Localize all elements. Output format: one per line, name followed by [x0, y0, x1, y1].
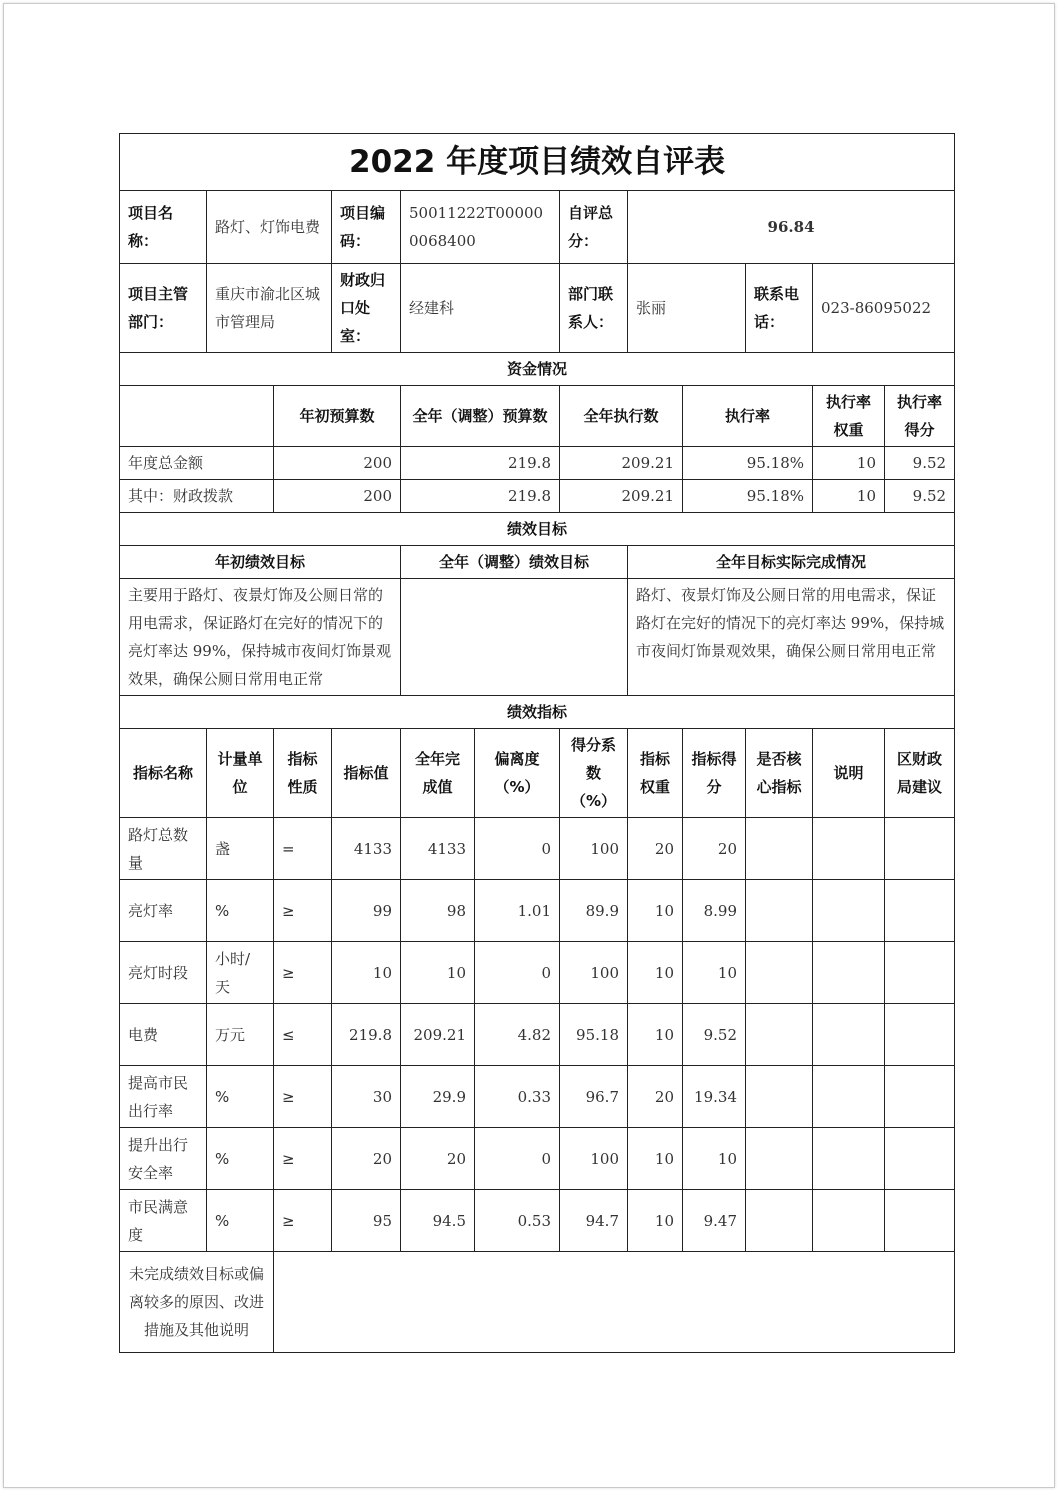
ind-deviation: 1.01: [475, 880, 560, 942]
ind-core: [746, 1066, 813, 1128]
phone-value: 023-86095022: [813, 264, 955, 353]
ind-header-core: 是否核心指标: [746, 729, 813, 818]
ind-deviation: 0.53: [475, 1190, 560, 1252]
ind-score: 20: [683, 818, 746, 880]
ind-nature: ≥: [274, 1190, 332, 1252]
ind-target: 99: [332, 880, 401, 942]
ind-actual: 94.5: [401, 1190, 475, 1252]
ind-header-name: 指标名称: [120, 729, 207, 818]
ind-name: 市民满意度: [120, 1190, 207, 1252]
ind-header-advice: 区财政局建议: [885, 729, 955, 818]
ind-nature: ≥: [274, 1128, 332, 1190]
indicators-section-title: 绩效指标: [120, 696, 955, 729]
funds-row: [120, 480, 955, 513]
ind-actual: 29.9: [401, 1066, 475, 1128]
ind-coef: 89.9: [560, 880, 628, 942]
ind-coef: 100: [560, 1128, 628, 1190]
ind-unit: 小时/天: [207, 942, 274, 1004]
funds-header-executed: 全年执行数: [560, 386, 683, 447]
ind-actual: 10: [401, 942, 475, 1004]
goals-section-title: 绩效目标: [120, 513, 955, 546]
indicator-row: [120, 818, 955, 880]
ind-nature: ≥: [274, 880, 332, 942]
self-score-value: 96.84: [628, 191, 955, 264]
ind-actual: 20: [401, 1128, 475, 1190]
dept-label: 项目主管部门：: [120, 264, 207, 353]
ind-header-actual: 全年完成值: [401, 729, 475, 818]
funds-header-rate: 执行率: [683, 386, 813, 447]
ind-note: [813, 1128, 885, 1190]
funds-header-score: 执行率得分: [885, 386, 955, 447]
contact-person-label: 部门联系人：: [560, 264, 628, 353]
ind-deviation: 0: [475, 1128, 560, 1190]
project-code-value: 50011222T000000068400: [401, 191, 560, 264]
dept-value: 重庆市渝北区城市管理局: [207, 264, 332, 353]
funds-row-executed: 209.21: [560, 447, 683, 480]
funds-header-adjusted: 全年（调整）预算数: [401, 386, 560, 447]
phone-label: 联系电话：: [746, 264, 813, 353]
funds-row-score: 9.52: [885, 480, 955, 513]
ind-nature: ≤: [274, 1004, 332, 1066]
goals-header-adjusted: 全年（调整）绩效目标: [401, 546, 628, 579]
ind-header-deviation: 偏离度（%）: [475, 729, 560, 818]
ind-advice: [885, 1128, 955, 1190]
ind-note: [813, 1190, 885, 1252]
ind-deviation: 0: [475, 942, 560, 1004]
funds-row-adjusted: 219.8: [401, 447, 560, 480]
funds-row-rate: 95.18%: [683, 480, 813, 513]
ind-score: 9.47: [683, 1190, 746, 1252]
ind-name: 电费: [120, 1004, 207, 1066]
goals-initial-text: 主要用于路灯、夜景灯饰及公厕日常的用电需求，保证路灯在完好的情况下的亮灯率达 99%，保持城市夜间灯饰景观效果，确保公厕日常用电正常: [120, 579, 401, 696]
ind-coef: 94.7: [560, 1190, 628, 1252]
ind-score: 19.34: [683, 1066, 746, 1128]
funds-row-budget: 200: [274, 480, 401, 513]
funds-row-budget: 200: [274, 447, 401, 480]
ind-target: 219.8: [332, 1004, 401, 1066]
ind-score: 10: [683, 942, 746, 1004]
ind-deviation: 0.33: [475, 1066, 560, 1128]
ind-header-coef: 得分系数（%）: [560, 729, 628, 818]
funds-row-weight: 10: [813, 480, 885, 513]
ind-core: [746, 1004, 813, 1066]
ind-unit: 万元: [207, 1004, 274, 1066]
ind-name: 亮灯时段: [120, 942, 207, 1004]
ind-note: [813, 1004, 885, 1066]
ind-actual: 209.21: [401, 1004, 475, 1066]
contact-person-value: 张丽: [628, 264, 746, 353]
indicator-row: [120, 1066, 955, 1128]
ind-nature: =: [274, 818, 332, 880]
ind-advice: [885, 1066, 955, 1128]
funds-row-label: 其中：财政拨款: [120, 480, 274, 513]
ind-advice: [885, 880, 955, 942]
ind-header-weight: 指标权重: [628, 729, 683, 818]
project-code-label: 项目编码：: [332, 191, 401, 264]
ind-unit: %: [207, 1190, 274, 1252]
funds-row-rate: 95.18%: [683, 447, 813, 480]
ind-core: [746, 1128, 813, 1190]
project-name-label: 项目名称：: [120, 191, 207, 264]
ind-note: [813, 880, 885, 942]
funds-row-executed: 209.21: [560, 480, 683, 513]
ind-weight: 10: [628, 1128, 683, 1190]
ind-coef: 100: [560, 818, 628, 880]
remarks-label: 未完成绩效目标或偏离较多的原因、改进措施及其他说明: [120, 1252, 274, 1353]
ind-weight: 20: [628, 818, 683, 880]
funds-row-score: 9.52: [885, 447, 955, 480]
project-name-value: 路灯、灯饰电费: [207, 191, 332, 264]
ind-weight: 10: [628, 942, 683, 1004]
ind-deviation: 0: [475, 818, 560, 880]
indicator-row: [120, 942, 955, 1004]
ind-weight: 10: [628, 880, 683, 942]
ind-name: 亮灯率: [120, 880, 207, 942]
ind-unit: 盏: [207, 818, 274, 880]
ind-target: 30: [332, 1066, 401, 1128]
page-title: 2022 年度项目绩效自评表: [120, 134, 955, 191]
ind-name: 路灯总数量: [120, 818, 207, 880]
ind-coef: 96.7: [560, 1066, 628, 1128]
ind-weight: 10: [628, 1004, 683, 1066]
funds-header-blank: [120, 386, 274, 447]
ind-unit: %: [207, 1066, 274, 1128]
ind-advice: [885, 1004, 955, 1066]
ind-coef: 95.18: [560, 1004, 628, 1066]
indicator-row: [120, 880, 955, 942]
ind-header-note: 说明: [813, 729, 885, 818]
goals-actual-text: 路灯、夜景灯饰及公厕日常的用电需求，保证路灯在完好的情况下的亮灯率达 99%，保持城市夜间灯饰景观效果，确保公厕日常用电正常: [628, 579, 955, 696]
funds-header-budget: 年初预算数: [274, 386, 401, 447]
ind-unit: %: [207, 880, 274, 942]
ind-nature: ≥: [274, 942, 332, 1004]
indicator-row: [120, 1128, 955, 1190]
ind-header-score: 指标得分: [683, 729, 746, 818]
ind-advice: [885, 1190, 955, 1252]
finance-office-label: 财政归口处室：: [332, 264, 401, 353]
self-score-label: 自评总分：: [560, 191, 628, 264]
ind-unit: %: [207, 1128, 274, 1190]
ind-note: [813, 1066, 885, 1128]
goals-header-actual: 全年目标实际完成情况: [628, 546, 955, 579]
ind-core: [746, 942, 813, 1004]
ind-target: 4133: [332, 818, 401, 880]
ind-advice: [885, 942, 955, 1004]
funds-header-weight: 执行率权重: [813, 386, 885, 447]
remarks-value: [274, 1252, 955, 1353]
ind-header-target: 指标值: [332, 729, 401, 818]
indicator-row: [120, 1190, 955, 1252]
funds-row-label: 年度总金额: [120, 447, 274, 480]
ind-name: 提高市民出行率: [120, 1066, 207, 1128]
funds-section-title: 资金情况: [120, 353, 955, 386]
ind-header-nature: 指标性质: [274, 729, 332, 818]
ind-target: 20: [332, 1128, 401, 1190]
ind-actual: 98: [401, 880, 475, 942]
goals-header-initial: 年初绩效目标: [120, 546, 401, 579]
ind-core: [746, 818, 813, 880]
ind-note: [813, 942, 885, 1004]
ind-score: 9.52: [683, 1004, 746, 1066]
ind-target: 95: [332, 1190, 401, 1252]
ind-nature: ≥: [274, 1066, 332, 1128]
ind-name: 提升出行安全率: [120, 1128, 207, 1190]
funds-row-weight: 10: [813, 447, 885, 480]
goals-adjusted-text: [401, 579, 628, 696]
ind-deviation: 4.82: [475, 1004, 560, 1066]
ind-score: 8.99: [683, 880, 746, 942]
indicator-row: [120, 1004, 955, 1066]
ind-note: [813, 818, 885, 880]
ind-weight: 20: [628, 1066, 683, 1128]
finance-office-value: 经建科: [401, 264, 560, 353]
ind-score: 10: [683, 1128, 746, 1190]
ind-core: [746, 1190, 813, 1252]
funds-row: [120, 447, 955, 480]
ind-advice: [885, 818, 955, 880]
ind-weight: 10: [628, 1190, 683, 1252]
funds-row-adjusted: 219.8: [401, 480, 560, 513]
ind-coef: 100: [560, 942, 628, 1004]
ind-actual: 4133: [401, 818, 475, 880]
performance-self-evaluation-table: [119, 133, 955, 1353]
ind-target: 10: [332, 942, 401, 1004]
ind-core: [746, 880, 813, 942]
ind-header-unit: 计量单位: [207, 729, 274, 818]
